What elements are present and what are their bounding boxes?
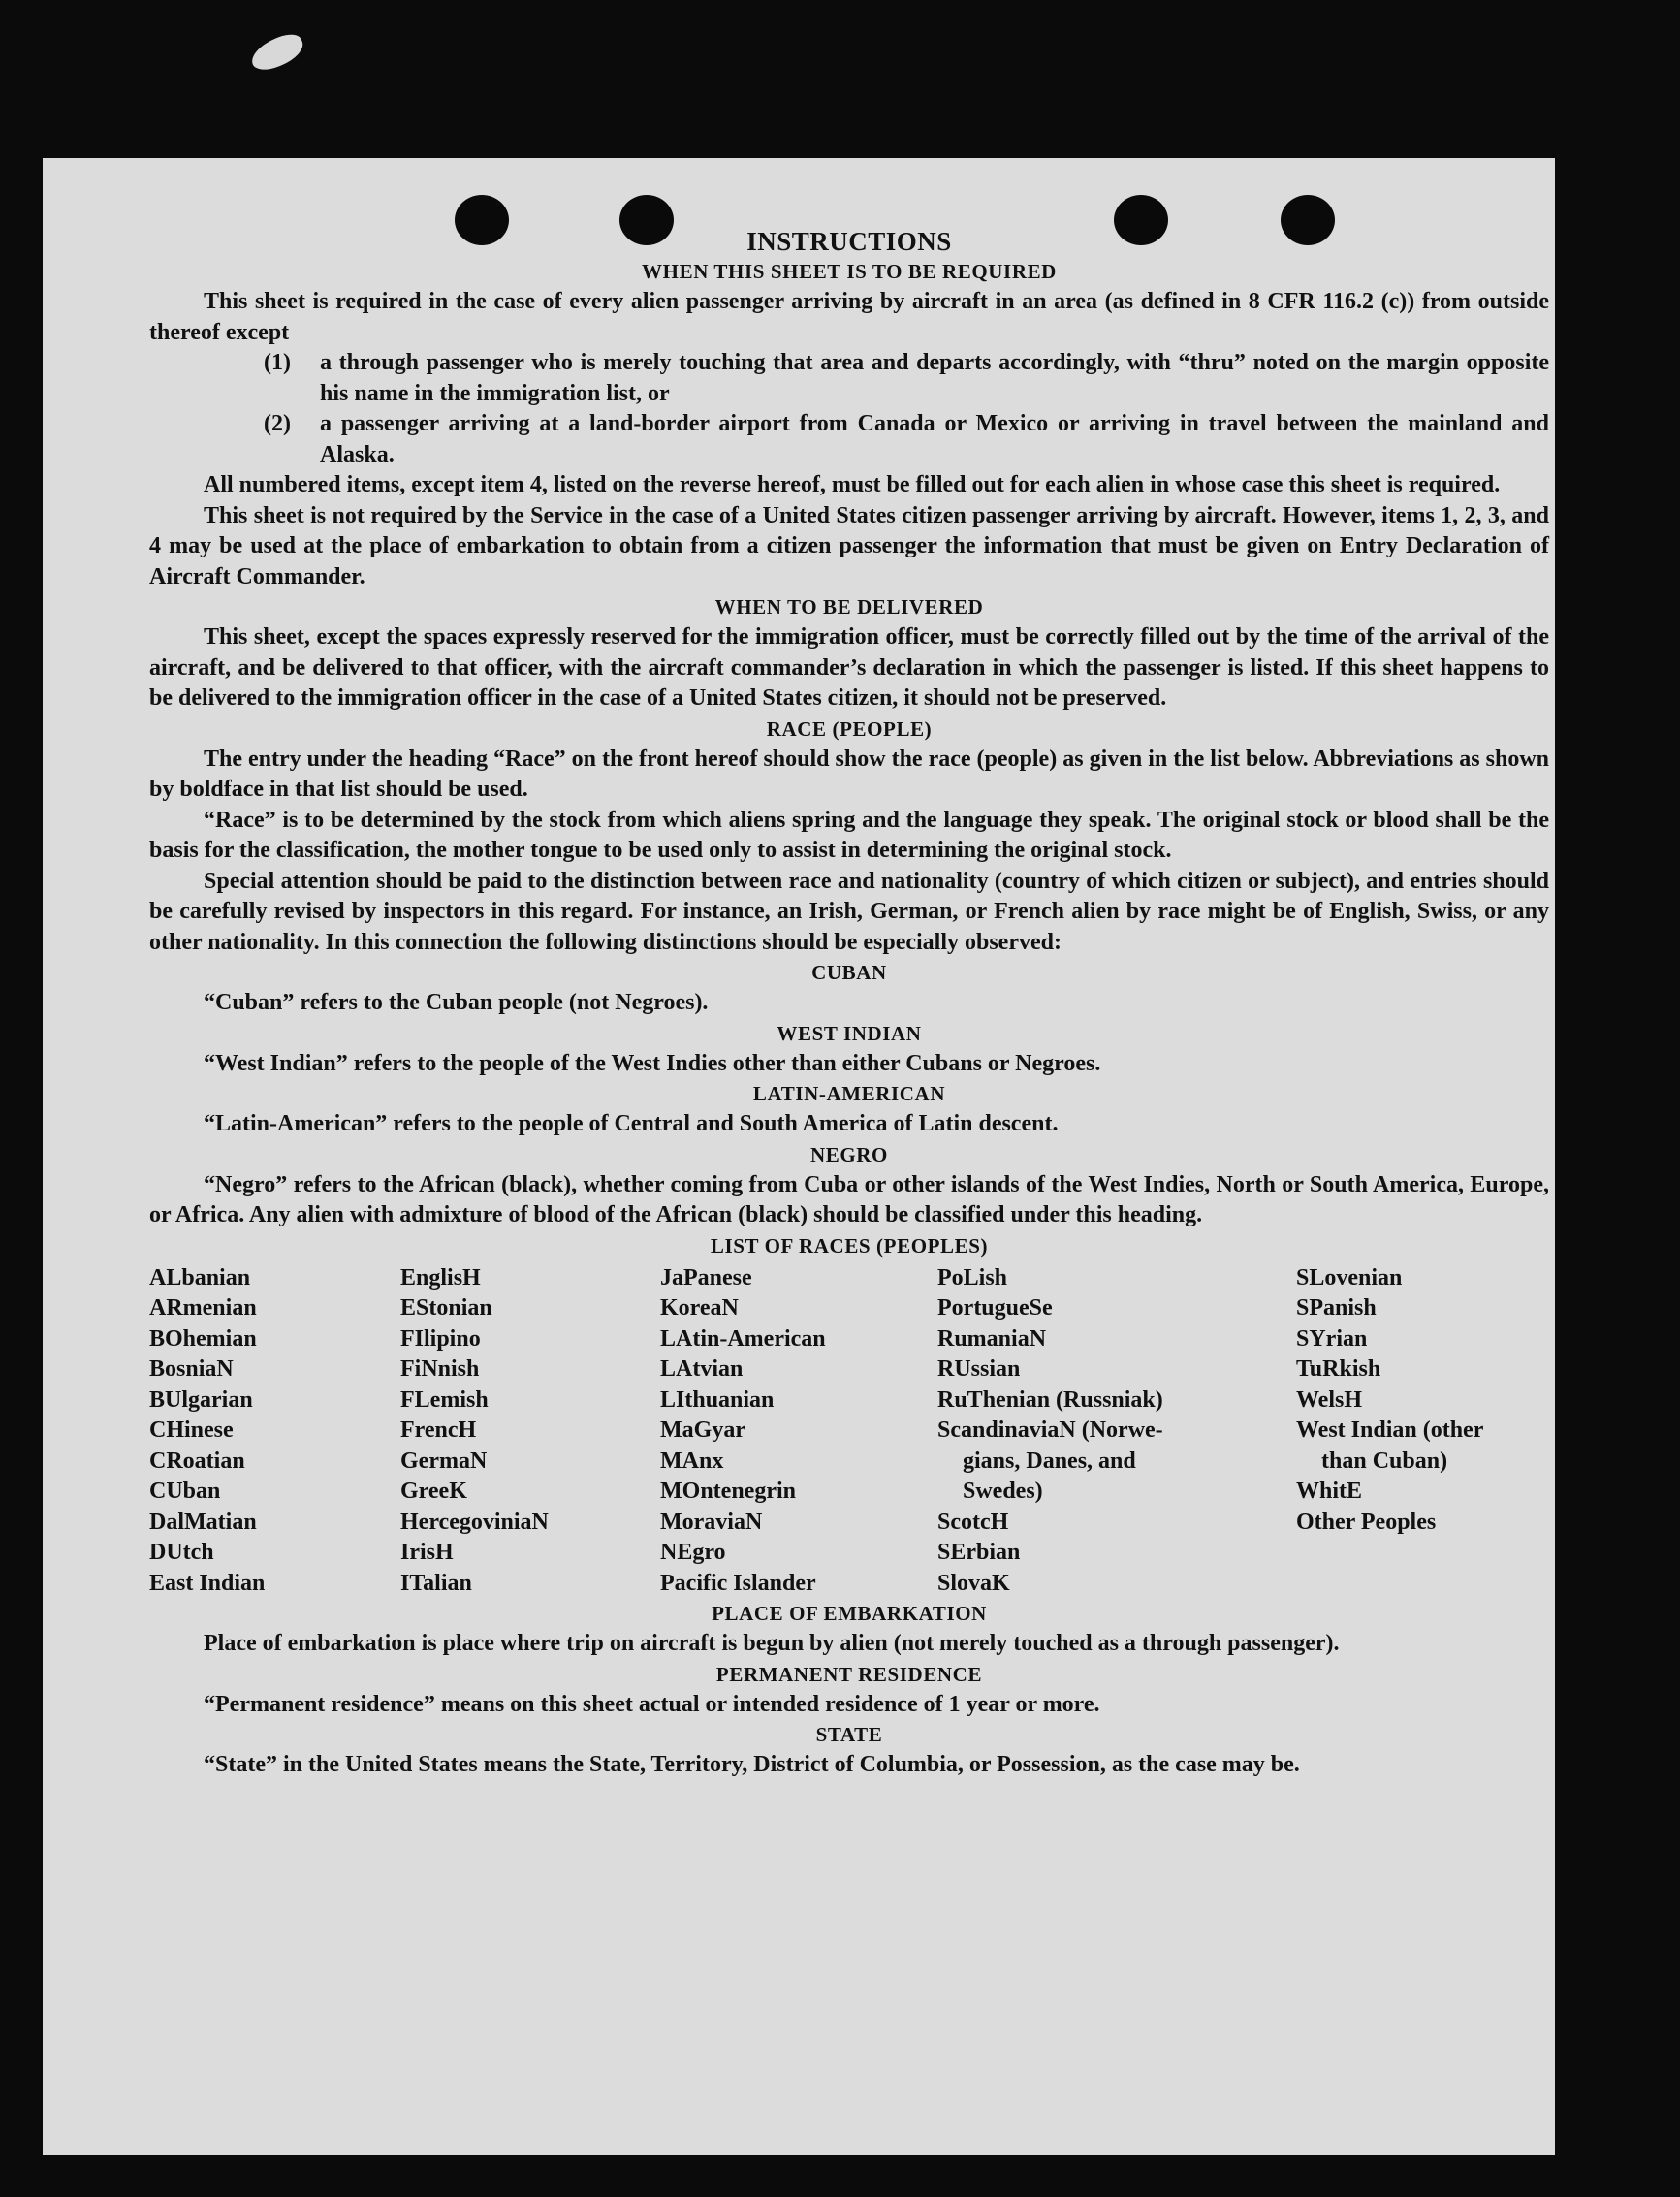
race-entry: GermaN (400, 1448, 488, 1474)
race-entry: BOhemian (149, 1325, 257, 1352)
race-entry: GreeK (400, 1479, 467, 1504)
race-entry: WhitE (1296, 1479, 1363, 1504)
race-entry: than Cuban) (1321, 1448, 1448, 1474)
race-entry: West Indian (other (1296, 1417, 1484, 1443)
list-item (264, 409, 1549, 470)
race-entry: FIlipino (400, 1325, 481, 1352)
punch-hole (1114, 195, 1168, 245)
page-title: INSTRUCTIONS (746, 227, 952, 256)
heading-race: RACE (PEOPLE) (766, 716, 933, 741)
race-entry: HercegoviniaN (400, 1509, 549, 1535)
race-entry: BUlgarian (149, 1386, 253, 1413)
paragraph: “Race” is to be determined by the stock from which aliens spring and the language they speak. The original stock or blood shall be the basis for the classification, the mother tongue to be used only to assist in determining the original stock. (149, 807, 1549, 863)
race-column (149, 1263, 400, 1600)
race-entry: PoLish (937, 1264, 1008, 1290)
definition: “Cuban” refers to the Cuban people (not Negroes). (204, 990, 709, 1015)
race-entry: MaGyar (660, 1417, 745, 1443)
punch-hole (619, 195, 674, 245)
paragraph: The entry under the heading “Race” on the front hereof should show the race (people) as given in the list below. Abbreviations as shown by boldface in that list should be used. (149, 746, 1549, 802)
paragraph: “State” in the United States means the State, Territory, District of Columbia, or Possession, as the case may be. (204, 1752, 1300, 1777)
item-text: a through passenger who is merely touching that area and departs accordingly, with “thru” noted on the margin opposite his name in the immigration list, or (320, 350, 1549, 406)
race-entry: LAtvian (660, 1356, 744, 1382)
race-entry: MoraviaN (660, 1509, 763, 1535)
heading-west-indian: WEST INDIAN (777, 1021, 922, 1045)
race-entry: DUtch (149, 1540, 214, 1565)
race-entry: RumaniaN (937, 1325, 1047, 1352)
race-entry: EStonian (400, 1295, 492, 1321)
heading-cuban: CUBAN (811, 961, 887, 984)
race-entry: ALbanian (149, 1264, 251, 1290)
race-entry: Pacific Islander (660, 1570, 816, 1596)
race-entry: Other Peoples (1296, 1509, 1437, 1535)
race-list (149, 1263, 1549, 1600)
race-entry: SYrian (1296, 1325, 1368, 1352)
race-entry: CRoatian (149, 1448, 245, 1474)
heading-state: STATE (815, 1723, 883, 1746)
list-item (264, 348, 1549, 409)
race-entry: ScotcH (937, 1509, 1009, 1535)
heading-permanent-residence: PERMANENT RESIDENCE (715, 1662, 983, 1686)
punch-hole (1281, 195, 1335, 245)
race-entry: NEgro (660, 1540, 726, 1565)
race-entry: WelsH (1296, 1386, 1363, 1413)
race-entry: LIthuanian (660, 1386, 775, 1413)
paragraph: Special attention should be paid to the distinction between race and nationality (country of which citizen or subject), and entries should be carefully revised by inspectors in this regard. For instance, an Irish, German, or French alien by race might be of English, Swiss, or any other nationality. In this connection the following distinctions should be especially observed: (149, 868, 1549, 955)
race-entry: CHinese (149, 1417, 234, 1443)
race-entry: TuRkish (1296, 1356, 1381, 1382)
race-entry: ScandinaviaN (Norwe- (937, 1417, 1163, 1443)
paragraph: “Negro” refers to the African (black), whether coming from Cuba or other islands of the West Indies, North or South America, Europe, or Africa. Any alien with admixture of blood of the African (black) should be classified under this heading. (149, 1171, 1549, 1227)
race-entry: FrencH (400, 1417, 477, 1443)
race-entry: EnglisH (400, 1264, 481, 1290)
race-entry: MOntenegrin (660, 1479, 796, 1504)
race-entry: BosniaN (149, 1356, 234, 1382)
race-entry: East Indian (149, 1570, 266, 1596)
paragraph: This sheet is not required by the Service in the case of a United States citizen passenger arriving by aircraft. However, items 1, 2, 3, and 4 may be used at the place of embarkation to obtain from a citizen passenger the information that must be given on Entry Declaration of Aircraft Commander. (149, 502, 1549, 589)
paragraph: This sheet is required in the case of every alien passenger arriving by aircraft in an area (as defined in 8 CFR 116.2 (c)) from outside thereof except (149, 289, 1549, 345)
item-number: (1) (264, 350, 291, 375)
race-entry: SLovenian (1296, 1264, 1403, 1290)
definition: “Latin-American” refers to the people of Central and South America of Latin descent. (204, 1111, 1059, 1136)
item-text: a passenger arriving at a land-border airport from Canada or Mexico or arriving in travel between the mainland and Alaska. (320, 411, 1549, 467)
race-entry: JaPanese (660, 1264, 752, 1290)
paragraph: This sheet, except the spaces expressly reserved for the immigration officer, must be correctly filled out by the time of the arrival of the aircraft, and be delivered to that officer, with the aircraft commander’s declaration in which the passenger is listed. If this sheet happens to be delivered to the immigration officer in the case of a United States citizen, it should not be preserved. (149, 624, 1549, 711)
instructions-body (149, 226, 1549, 1781)
race-entry: ARmenian (149, 1295, 257, 1321)
race-column (660, 1263, 937, 1600)
punch-hole (455, 195, 509, 245)
race-entry: Swedes) (963, 1479, 1043, 1504)
race-entry: SlovaK (937, 1570, 1010, 1596)
race-column (937, 1263, 1296, 1600)
heading-when-delivered: WHEN TO BE DELIVERED (714, 595, 984, 619)
race-column (400, 1263, 660, 1600)
race-entry: KoreaN (660, 1295, 739, 1321)
heading-latin-american: LATIN-AMERICAN (752, 1082, 946, 1105)
race-entry: gians, Danes, and (963, 1448, 1136, 1474)
paragraph: All numbered items, except item 4, listed on the reverse hereof, must be filled out for each alien in whose case this sheet is required. (204, 472, 1501, 497)
race-entry: RUssian (937, 1356, 1021, 1382)
paper-speck (247, 30, 307, 76)
race-column (1296, 1263, 1549, 1600)
instruction-sheet (43, 158, 1555, 2155)
heading-negro: NEGRO (809, 1142, 888, 1166)
race-entry: DalMatian (149, 1509, 257, 1535)
heading-when-required: WHEN THIS SHEET IS TO BE REQUIRED (642, 260, 1057, 283)
item-number: (2) (264, 411, 291, 436)
heading-embarkation: PLACE OF EMBARKATION (712, 1602, 987, 1625)
race-entry: RuThenian (Russniak) (937, 1386, 1163, 1413)
race-entry: SErbian (937, 1540, 1021, 1565)
race-entry: SPanish (1296, 1295, 1377, 1321)
race-entry: PortugueSe (937, 1295, 1053, 1321)
definition: “Permanent residence” means on this sheet actual or intended residence of 1 year or more. (204, 1691, 1100, 1717)
race-entry: ITalian (400, 1570, 472, 1596)
heading-list-of-races: LIST OF RACES (PEOPLES) (710, 1233, 989, 1258)
race-entry: FiNnish (400, 1356, 480, 1382)
race-entry: LAtin-American (660, 1325, 826, 1352)
paragraph: Place of embarkation is place where trip on aircraft is begun by alien (not merely touched as a through passenger). (204, 1631, 1340, 1656)
race-entry: FLemish (400, 1386, 489, 1413)
definition: “West Indian” refers to the people of the West Indies other than either Cubans or Negroes. (204, 1050, 1101, 1076)
race-entry: MAnx (660, 1448, 724, 1474)
race-entry: IrisH (400, 1540, 454, 1565)
race-entry: CUban (149, 1479, 221, 1504)
